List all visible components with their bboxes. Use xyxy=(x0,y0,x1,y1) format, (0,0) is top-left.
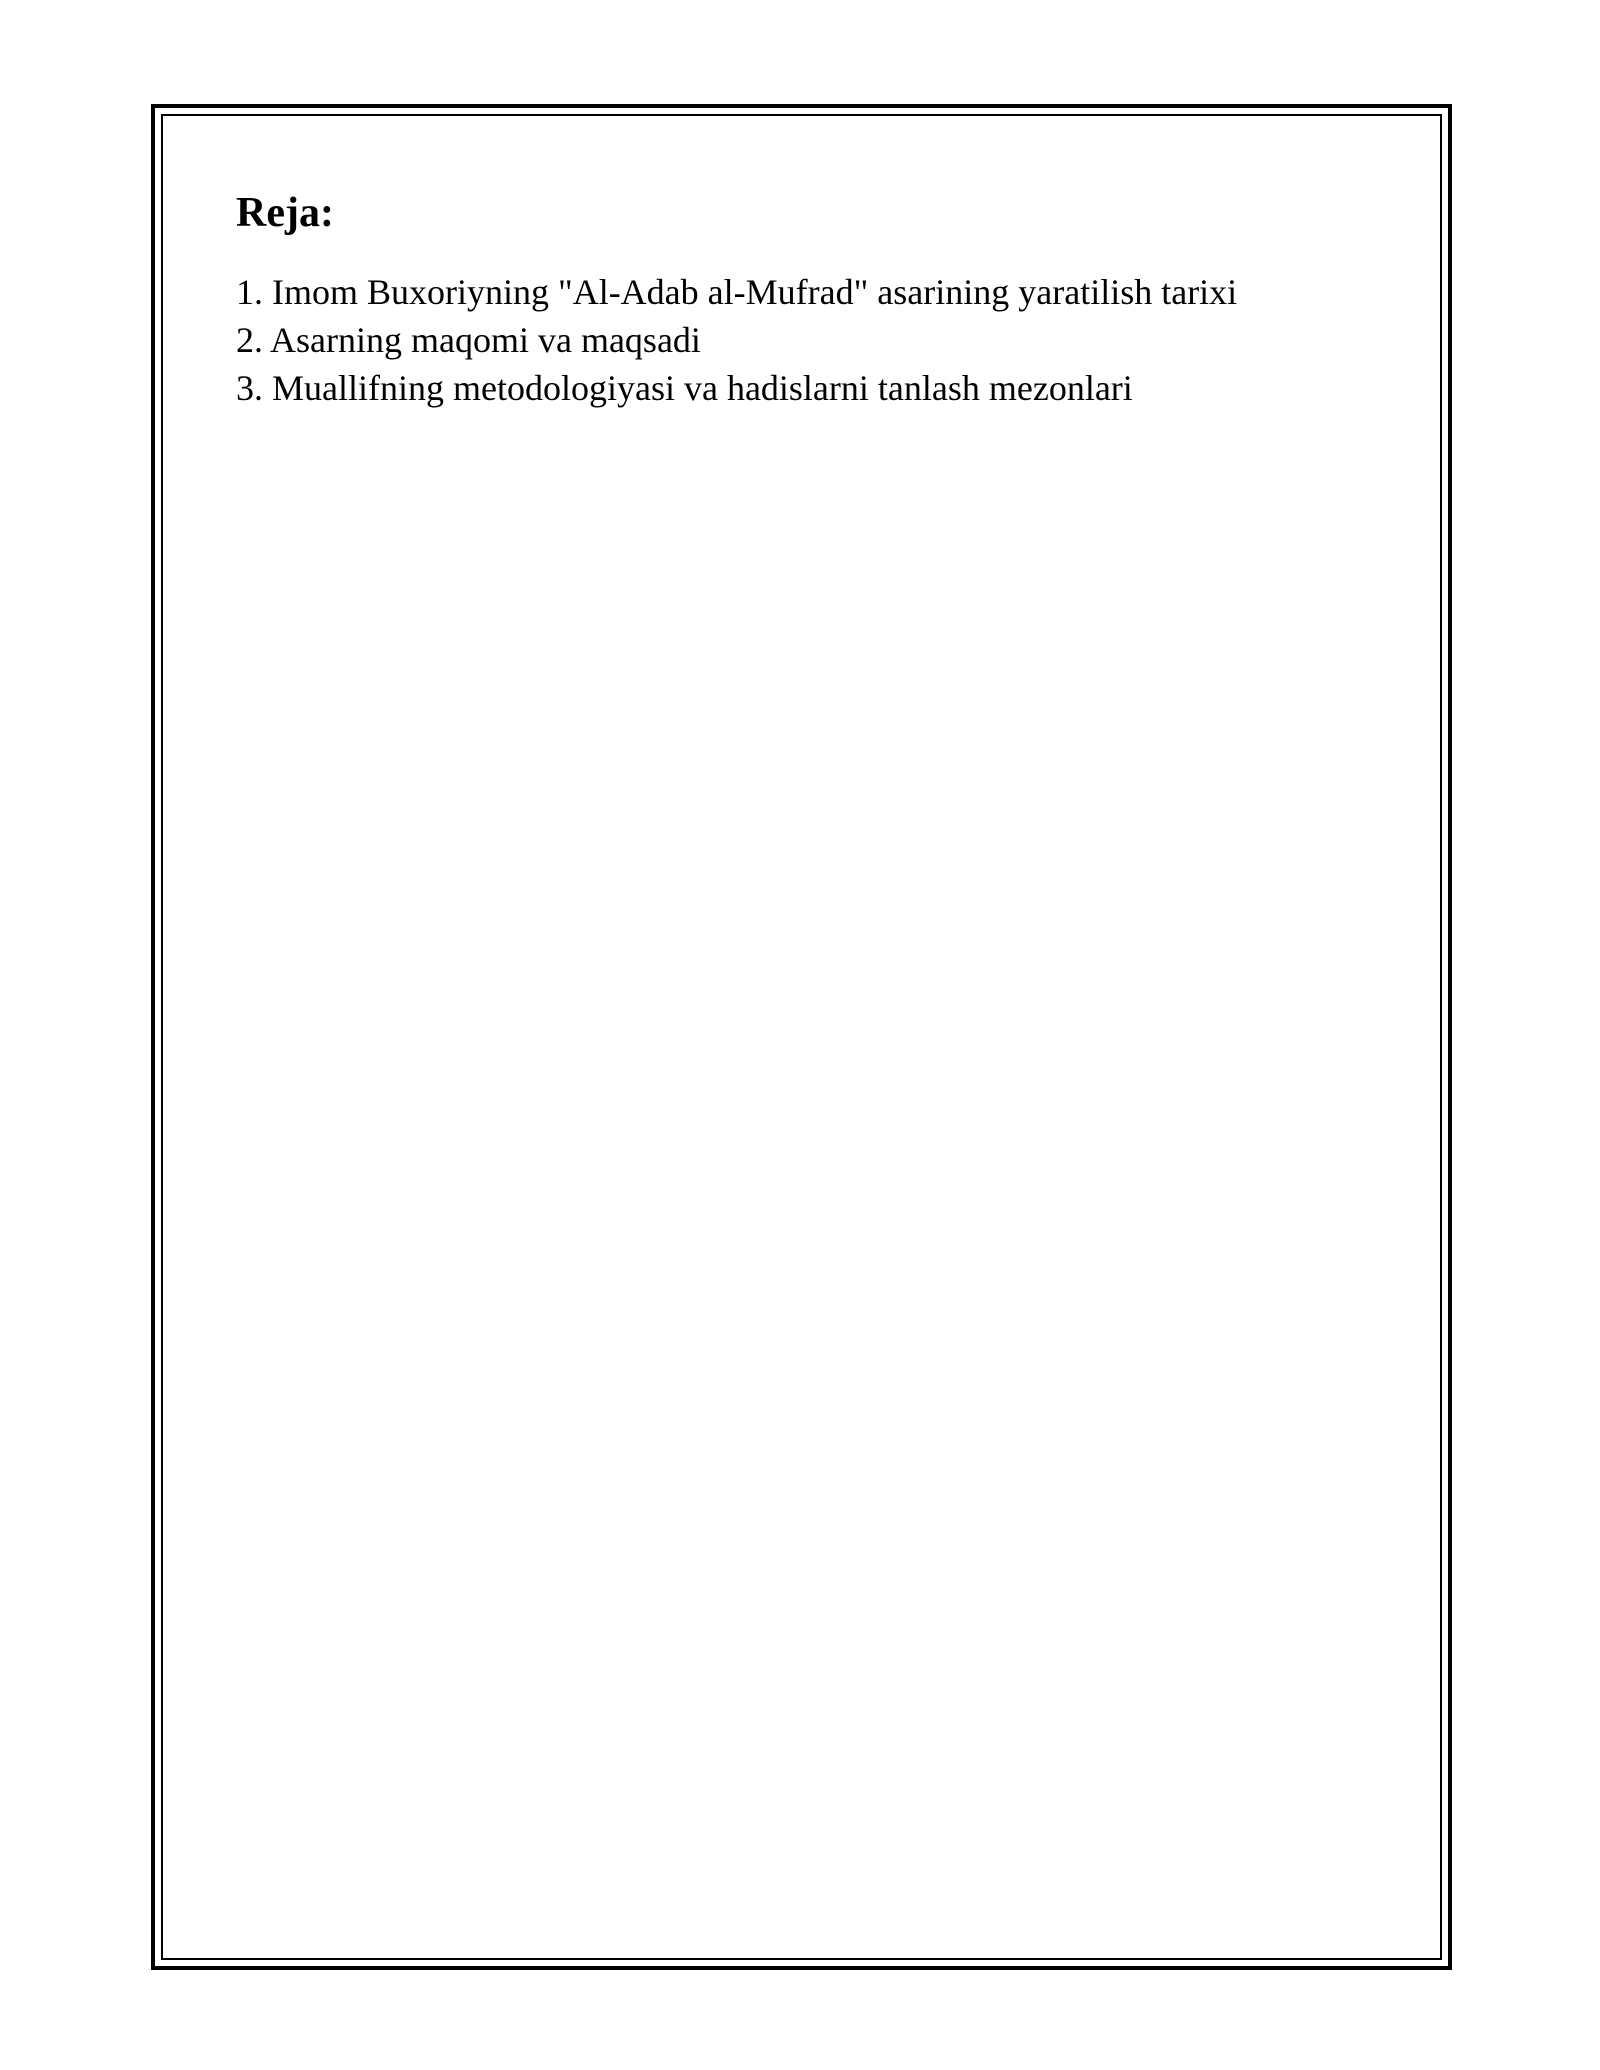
plan-item-text: Muallifning metodologiyasi va hadislarni tanlash mezonlari xyxy=(272,368,1133,409)
plan-item-text: Imom Buxoriyning "Al-Adab al-Mufrad" asarining yaratilish tarixi xyxy=(272,272,1238,313)
plan-item-text: Asarning maqomi va maqsadi xyxy=(270,320,701,361)
plan-heading: Reja: xyxy=(236,190,334,236)
plan-item-2 xyxy=(236,316,1386,364)
plan-item-3 xyxy=(236,364,1386,412)
plan-item-number: 3. xyxy=(236,368,263,409)
plan-item-number: 1. xyxy=(236,272,263,313)
plan-list xyxy=(236,268,1386,412)
plan-item-1 xyxy=(236,268,1386,316)
plan-item-number: 2. xyxy=(236,320,263,361)
document-content xyxy=(236,180,1386,412)
